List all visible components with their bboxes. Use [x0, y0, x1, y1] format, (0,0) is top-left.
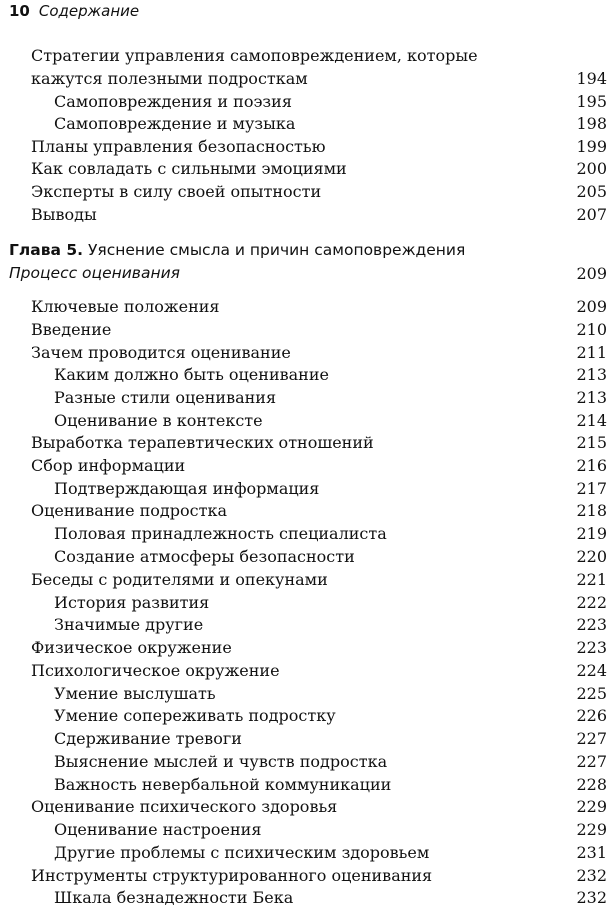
toc-entry-page: 205 — [576, 182, 607, 201]
toc-entry-text: Инструменты структурированного оценивания — [31, 866, 433, 885]
toc-entry[interactable] — [0, 295, 616, 318]
toc-entry-page: 210 — [576, 320, 607, 339]
toc-entry-text: Важность невербальной коммуникации — [54, 775, 392, 794]
toc-entry-text: Умение выслушать — [54, 684, 216, 703]
toc-entry[interactable] — [0, 341, 616, 364]
toc-entry-page: 228 — [576, 775, 607, 794]
toc-entry-text: кажутся полезными подросткам — [31, 69, 308, 88]
toc-entry[interactable] — [0, 477, 616, 500]
toc-entry-page: 231 — [576, 843, 607, 862]
toc-entry-text: Планы управления безопасностью — [31, 137, 326, 156]
toc-entry[interactable] — [0, 591, 616, 614]
toc-entry-page: 215 — [576, 433, 607, 452]
toc-entry[interactable] — [0, 363, 616, 386]
toc-entry[interactable] — [0, 613, 616, 636]
toc-entry[interactable] — [0, 318, 616, 341]
toc-entry[interactable] — [0, 112, 616, 135]
toc-entry-page: 200 — [576, 159, 607, 178]
page-number: 10 — [9, 2, 30, 20]
toc-entry[interactable] — [0, 157, 616, 180]
toc-entry-page: 195 — [576, 92, 607, 111]
toc-entry-page: 232 — [576, 866, 607, 885]
toc-entry-page: 226 — [576, 706, 607, 725]
toc-entry-text: Ключевые положения — [31, 297, 220, 316]
toc-entry-text: Половая принадлежность специалиста — [54, 524, 387, 543]
toc-entry-text: Выяснение мыслей и чувств подростка — [54, 752, 388, 771]
toc-entry[interactable] — [0, 203, 616, 226]
toc-entry-text: Разные стили оценивания — [54, 388, 277, 407]
toc-entry-page: 229 — [576, 820, 607, 839]
toc-entry-page: 221 — [576, 570, 607, 589]
toc-entry-page: 217 — [576, 479, 607, 498]
toc-entry-text: Шкала безнадежности Бека — [54, 888, 294, 907]
chapter-subtitle: Процесс оценивания — [9, 264, 180, 282]
toc-entry[interactable] — [0, 386, 616, 409]
toc-entry[interactable] — [0, 682, 616, 705]
chapter-label: Глава 5. — [9, 241, 84, 259]
toc-entry-page: 223 — [576, 615, 607, 634]
toc-entry-text: История развития — [54, 593, 210, 612]
toc-entry-text: Сдерживание тревоги — [54, 729, 242, 748]
toc-entry[interactable] — [0, 90, 616, 113]
toc-entry-text: Введение — [31, 320, 112, 339]
toc-entry-page: 232 — [576, 888, 607, 907]
chapter-page: 209 — [576, 264, 607, 283]
toc-entry-text: Как совладать с сильными эмоциями — [31, 159, 347, 178]
toc-entry-text: Подтверждающая информация — [54, 479, 320, 498]
toc-entry[interactable] — [0, 499, 616, 522]
toc-entry-text: Значимые другие — [54, 615, 204, 634]
toc-entry[interactable] — [0, 659, 616, 682]
toc-entry[interactable] — [0, 545, 616, 568]
toc-entry-text: Создание атмосферы безопасности — [54, 547, 355, 566]
toc-entry[interactable] — [0, 773, 616, 796]
toc-entry-page: 209 — [576, 297, 607, 316]
toc-entry-text: Каким должно быть оценивание — [54, 365, 329, 384]
toc-entry-text: Эксперты в силу своей опытности — [31, 182, 322, 201]
toc-entry[interactable] — [0, 409, 616, 432]
chapter-subtitle-row[interactable] — [0, 261, 616, 286]
toc-entry-text: Умение сопереживать подростку — [54, 706, 336, 725]
toc-entry-page: 222 — [576, 593, 607, 612]
toc-entry-page: 211 — [576, 343, 607, 362]
toc-entry-page: 214 — [576, 411, 607, 430]
toc-entry-page: 224 — [576, 661, 607, 680]
toc-entry[interactable] — [0, 568, 616, 591]
toc-entry[interactable] — [0, 135, 616, 158]
toc-entry-text: Физическое окружение — [31, 638, 232, 657]
toc-entry[interactable] — [0, 818, 616, 841]
toc-entry[interactable] — [0, 704, 616, 727]
toc-entry[interactable] — [0, 431, 616, 454]
toc-entry-page: 229 — [576, 797, 607, 816]
toc-entry-text: Оценивание в контексте — [54, 411, 263, 430]
toc-entry[interactable] — [0, 841, 616, 864]
running-head — [9, 1, 139, 21]
toc-entry[interactable] — [0, 180, 616, 203]
running-head-title: Содержание — [38, 2, 140, 20]
toc-entry-page: 227 — [576, 752, 607, 771]
toc-entry-page: 199 — [576, 137, 607, 156]
toc-entry-page: 194 — [576, 69, 607, 88]
toc-entry[interactable] — [0, 864, 616, 887]
toc-entry[interactable] — [0, 795, 616, 818]
toc-entry-text: Зачем проводится оценивание — [31, 343, 291, 362]
toc-entry-text: Стратегии управления самоповреждением, которые — [31, 46, 478, 65]
toc-entry-text: Психологическое окружение — [31, 661, 280, 680]
toc-entry-text: Беседы с родителями и опекунами — [31, 570, 328, 589]
toc-entry-page: 213 — [576, 388, 607, 407]
toc-entry[interactable] — [0, 886, 616, 909]
toc-entry-text: Оценивание настроения — [54, 820, 262, 839]
chapter-title: Уяснение смысла и причин самоповреждения — [87, 241, 466, 259]
toc-entry-text: Оценивание психического здоровья — [31, 797, 338, 816]
toc-entry-text: Самоповреждения и поэзия — [54, 92, 292, 111]
toc-entry-page: 227 — [576, 729, 607, 748]
toc-entry-page: 223 — [576, 638, 607, 657]
toc-entry-text: Выводы — [31, 205, 97, 224]
toc-entry[interactable] — [0, 636, 616, 659]
chapter-heading[interactable] — [9, 238, 465, 263]
toc-entry-page: 216 — [576, 456, 607, 475]
toc-entry-page: 225 — [576, 684, 607, 703]
toc-entry[interactable] — [0, 522, 616, 545]
toc-entry[interactable] — [0, 727, 616, 750]
toc-entry-text: Другие проблемы с психическим здоровьем — [54, 843, 430, 862]
toc-entry-text: Оценивание подростка — [31, 501, 228, 520]
toc-entry-page: 213 — [576, 365, 607, 384]
toc-entry[interactable] — [0, 750, 616, 773]
toc-entry-text: Выработка терапевтических отношений — [31, 433, 374, 452]
toc-entry-page: 219 — [576, 524, 607, 543]
toc-entry[interactable] — [0, 454, 616, 477]
toc-entry-text: Самоповреждение и музыка — [54, 114, 296, 133]
toc-entry-text: Сбор информации — [31, 456, 186, 475]
toc-entry-page: 218 — [576, 501, 607, 520]
toc-entry-page: 207 — [576, 205, 607, 224]
toc-entry-page: 220 — [576, 547, 607, 566]
toc-entry[interactable] — [0, 44, 616, 90]
toc-entry-page: 198 — [576, 114, 607, 133]
